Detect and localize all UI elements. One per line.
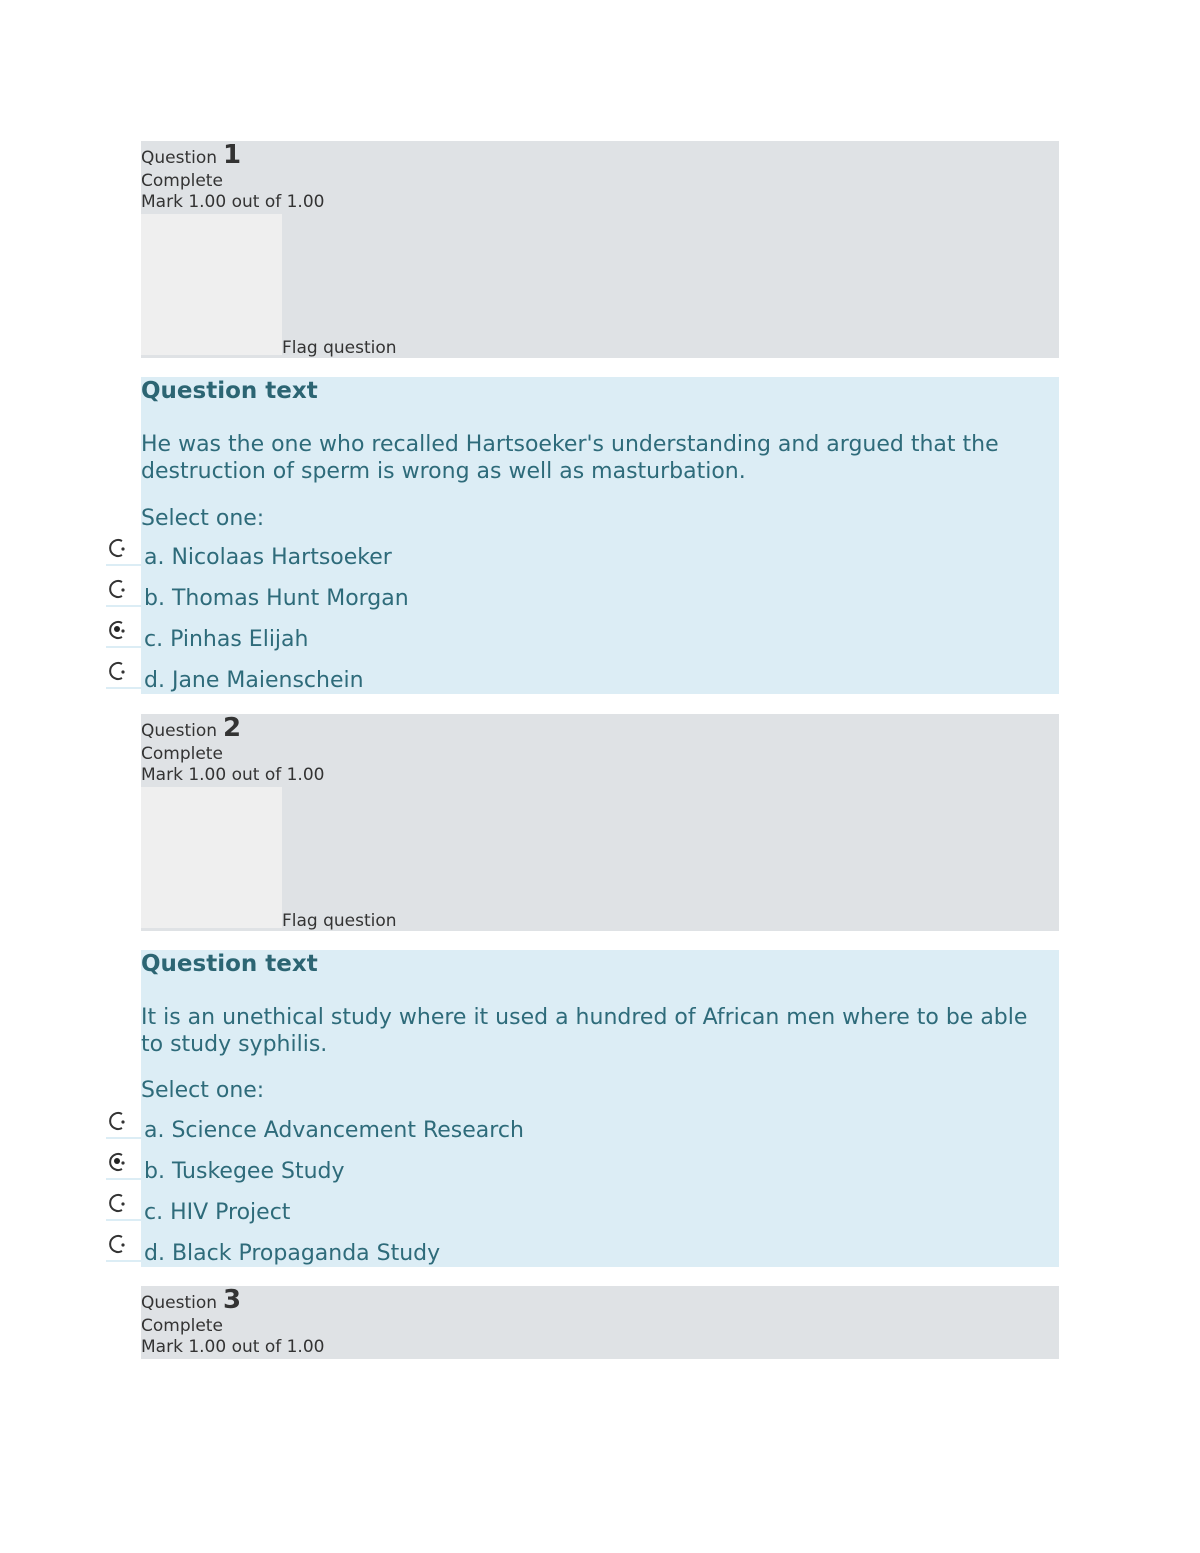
question-1-flag-button[interactable]: Flag question xyxy=(282,338,397,358)
radio-icon xyxy=(106,1191,132,1217)
question-2-option-d[interactable]: d. Black Propaganda Study xyxy=(144,1241,441,1266)
question-1-grade: Mark 1.00 out of 1.00 xyxy=(141,192,325,212)
question-label: Question xyxy=(141,1293,218,1313)
question-3-state: Complete xyxy=(141,1316,223,1336)
flag-icon[interactable] xyxy=(141,214,282,355)
question-1-number xyxy=(141,140,242,170)
question-1-radio-d[interactable] xyxy=(106,659,144,689)
radio-underline xyxy=(106,1219,144,1221)
radio-underline xyxy=(106,605,144,607)
question-2-prompt: Select one: xyxy=(141,1078,265,1103)
question-2-radio-c[interactable] xyxy=(106,1191,144,1221)
question-2-radio-d[interactable] xyxy=(106,1232,144,1262)
question-1-option-a[interactable]: a. Nicolaas Hartsoeker xyxy=(144,545,392,570)
radio-selected-icon xyxy=(106,618,132,644)
question-3-info xyxy=(141,1286,1059,1359)
question-1-option-d[interactable]: d. Jane Maienschein xyxy=(144,668,364,693)
question-3-grade: Mark 1.00 out of 1.00 xyxy=(141,1337,325,1357)
radio-underline xyxy=(106,1137,144,1139)
question-1-state: Complete xyxy=(141,171,223,191)
question-2-option-c[interactable]: c. HIV Project xyxy=(144,1200,291,1225)
question-1-text: He was the one who recalled Hartsoeker's understanding and argued that the destruction of sperm is wrong as well as masturbation. xyxy=(141,432,999,484)
radio-underline xyxy=(106,1178,144,1180)
flag-icon[interactable] xyxy=(141,787,282,928)
question-2-text: It is an unethical study where it used a hundred of African men where to be able to study syphilis. xyxy=(141,1005,1028,1057)
radio-underline xyxy=(106,687,144,689)
question-number: 3 xyxy=(223,1285,242,1315)
radio-selected-icon xyxy=(106,1150,132,1176)
question-1-heading: Question text xyxy=(141,378,318,404)
question-1-radio-a[interactable] xyxy=(106,536,144,566)
question-2-radio-a[interactable] xyxy=(106,1109,144,1139)
question-2-state: Complete xyxy=(141,744,223,764)
radio-icon xyxy=(106,536,132,562)
question-1-radio-b[interactable] xyxy=(106,577,144,607)
radio-icon xyxy=(106,1232,132,1258)
question-number: 2 xyxy=(223,713,242,743)
question-2-formulation xyxy=(141,950,1059,1267)
question-number: 1 xyxy=(223,140,242,170)
question-2-grade: Mark 1.00 out of 1.00 xyxy=(141,765,325,785)
question-1-formulation xyxy=(141,377,1059,694)
radio-icon xyxy=(106,659,132,685)
radio-icon xyxy=(106,577,132,603)
question-2-info xyxy=(141,714,1059,931)
question-label: Question xyxy=(141,721,218,741)
question-1-info xyxy=(141,141,1059,358)
question-1-radio-c[interactable] xyxy=(106,618,144,648)
question-2-heading: Question text xyxy=(141,951,318,977)
radio-underline xyxy=(106,564,144,566)
radio-underline xyxy=(106,646,144,648)
question-2-option-a[interactable]: a. Science Advancement Research xyxy=(144,1118,524,1143)
question-2-number xyxy=(141,713,242,743)
question-2-flag-button[interactable]: Flag question xyxy=(282,911,397,931)
question-1-option-b[interactable]: b. Thomas Hunt Morgan xyxy=(144,586,409,611)
question-2-radio-b[interactable] xyxy=(106,1150,144,1180)
radio-icon xyxy=(106,1109,132,1135)
question-2-option-b[interactable]: b. Tuskegee Study xyxy=(144,1159,345,1184)
radio-underline xyxy=(106,1260,144,1262)
question-label: Question xyxy=(141,148,218,168)
question-1-option-c[interactable]: c. Pinhas Elijah xyxy=(144,627,309,652)
question-3-number xyxy=(141,1285,242,1315)
question-1-prompt: Select one: xyxy=(141,506,265,531)
